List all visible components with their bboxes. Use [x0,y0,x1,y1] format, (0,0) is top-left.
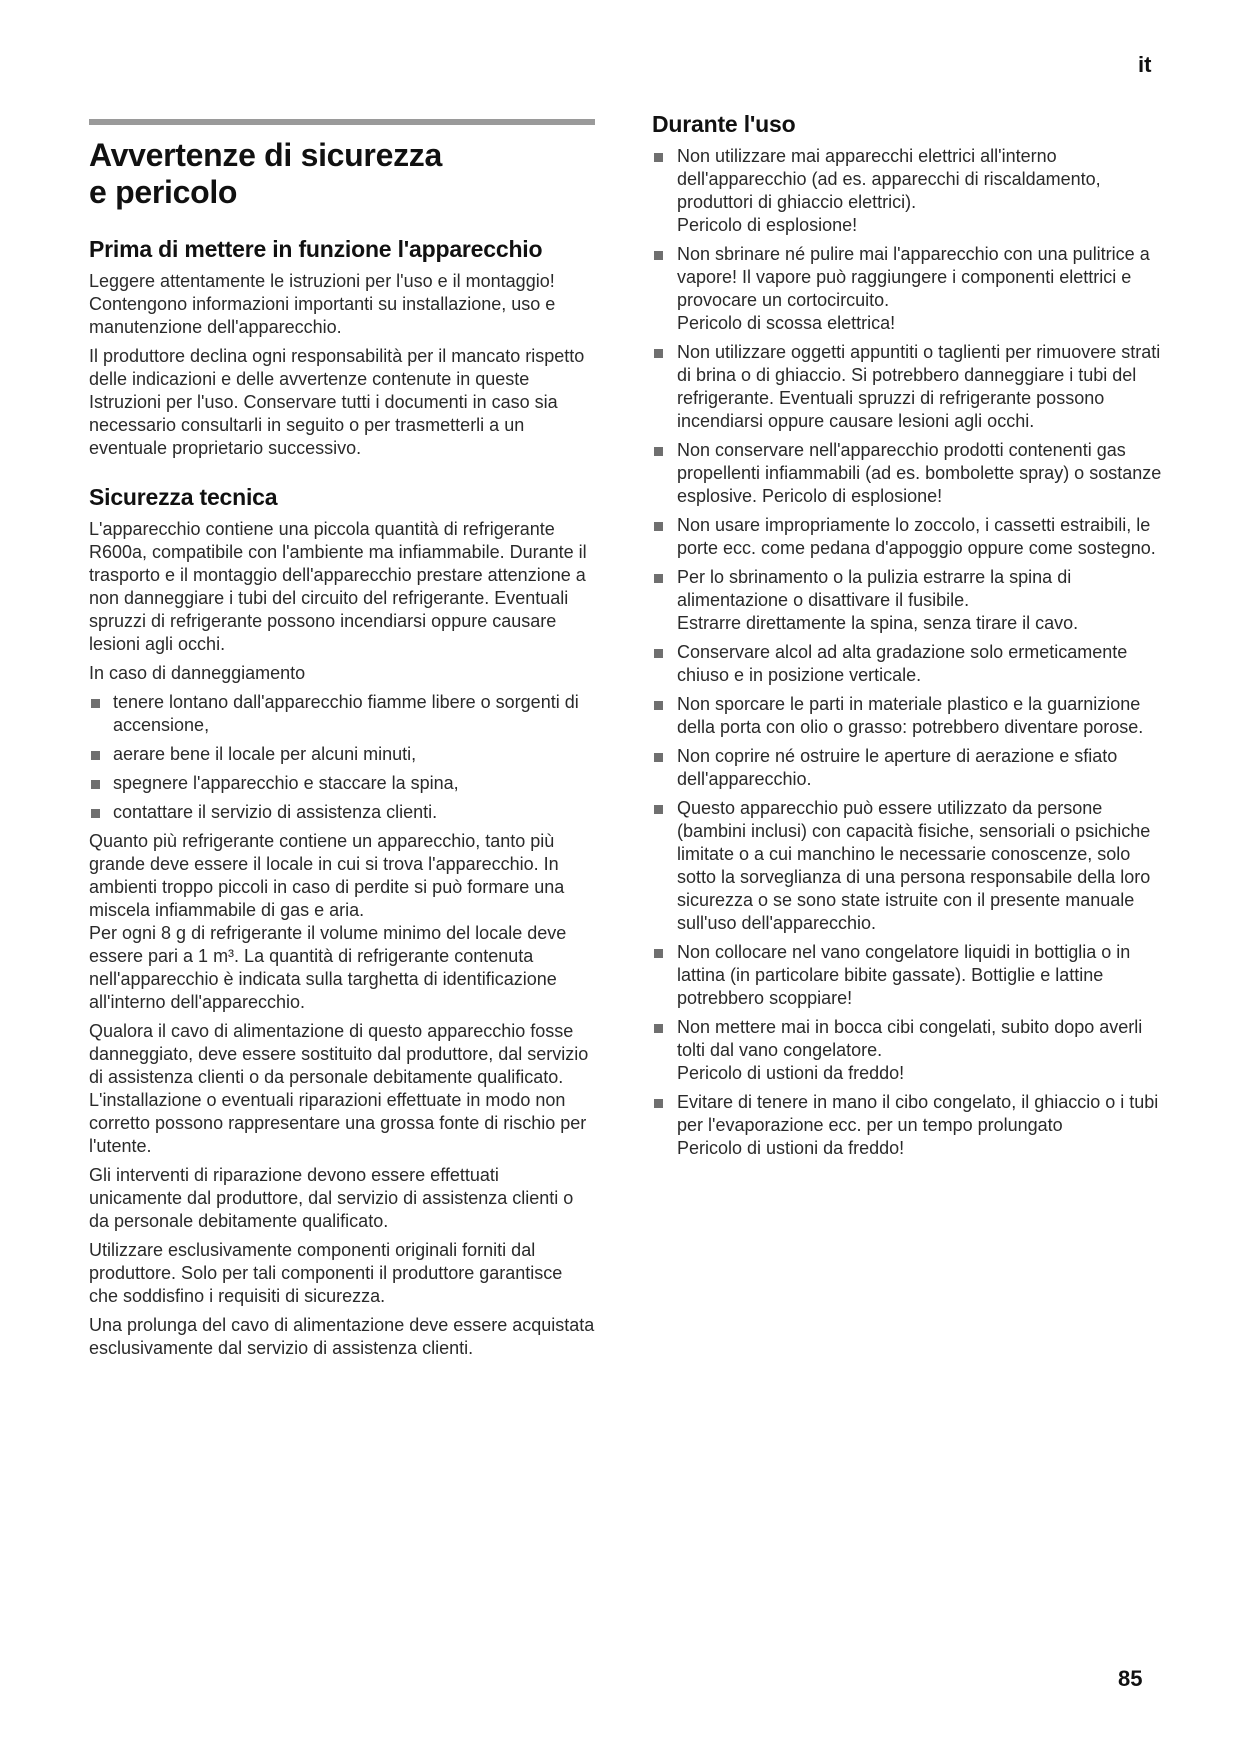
paragraph: Leggere attentamente le istruzioni per l'uso e il montaggio! Contengono informazioni importanti su installazione, uso e manutenzione dell'apparecchio. [89,271,556,337]
bullet-icon [654,753,663,762]
bullet-icon [654,574,663,583]
bullet-icon [654,701,663,710]
bullet-icon [654,805,663,814]
bullet-icon [654,251,663,260]
list-item: Non sbrinare né pulire mai l'apparecchio con una pulitrice a vapore! Il vapore può raggiungere i componenti elettrici e provocare un cortocircuito. Pericolo di scossa elettrica! [652,243,1162,335]
list-item: Per lo sbrinamento o la pulizia estrarre la spina di alimentazione o disattivare il fusibile. Estrarre direttamente la spina, senza tirare il cavo. [652,566,1162,635]
bullet-icon [654,447,663,456]
bullet-icon [654,522,663,531]
list-item: Evitare di tenere in mano il cibo congelato, il ghiaccio o i tubi per l'evaporazione ecc. per un tempo prolungato Pericolo di ustioni da freddo! [652,1091,1162,1160]
paragraph: Una prolunga del cavo di alimentazione deve essere acquistata esclusivamente dal servizio di assistenza clienti. [89,1315,595,1358]
bullet-icon [654,1099,663,1108]
damage-list [89,691,595,824]
bullet-icon [91,699,100,708]
list-item: Non collocare nel vano congelatore liquidi in bottiglia o in lattina (in particolare bibite gassate). Bottiglie e lattine potrebbero scoppiare! [652,941,1162,1010]
list-item: Non conservare nell'apparecchio prodotti contenenti gas propellenti infiammabili (ad es. bombolette spray) o sostanze esplosive. Pericolo di esplosione! [652,439,1162,508]
section-heading-prima: Prima di mettere in funzione l'apparecchio [89,236,543,262]
paragraph: Il produttore declina ogni responsabilità per il mancato rispetto delle indicazioni e delle avvertenze contenute in queste Istruzioni per l'uso. Conservare tutti i documenti in caso sia necessario consultarli in seguito o per trasmetterli a un eventuale proprietario successivo. [89,346,585,458]
bullet-icon [91,751,100,760]
list-item: Non utilizzare mai apparecchi elettrici all'interno dell'apparecchio (ad es. apparecchi di riscaldamento, produttori di ghiaccio elettrici). Pericolo di esplosione! [652,145,1162,237]
page-title-line2: e pericolo [89,174,238,210]
list-item: aerare bene il locale per alcuni minuti, [89,743,595,766]
paragraph: Utilizzare esclusivamente componenti originali forniti dal produttore. Solo per tali componenti il produttore garantisce che soddisfino i requisiti di sicurezza. [89,1240,563,1306]
bullet-icon [91,809,100,818]
language-code: it [1138,52,1152,77]
list-item: Non usare impropriamente lo zoccolo, i cassetti estraibili, le porte ecc. come pedana d'appoggio oppure come sostegno. [652,514,1162,560]
paragraph: Qualora il cavo di alimentazione di questo apparecchio fosse danneggiato, deve essere sostituito dal produttore, dal servizio di assistenza clienti o da personale debitamente qualificato. L'installazione o eventuali riparazioni effettuate in modo non corretto possono rappresentare una grossa fonte di rischio per l'utente. [89,1021,589,1156]
page-title [89,137,595,211]
list-item: Non utilizzare oggetti appuntiti o taglienti per rimuovere strati di brina o di ghiaccio. Si potrebbero danneggiare i tubi del refrigerante. Eventuali spruzzi di refrigerante possono incendiarsi oppure causare lesioni agli occhi. [652,341,1162,433]
list-item: contattare il servizio di assistenza clienti. [89,801,595,824]
list-item: Questo apparecchio può essere utilizzato da persone (bambini inclusi) con capacità fisiche, sensoriali o psichiche limitate o a cui manchino le necessarie conoscenze, solo sotto la sorveglianza di una persona responsabile della loro sicurezza o se sono state istruite con il presente manuale sull'uso dell'apparecchio. [652,797,1162,935]
paragraph: L'apparecchio contiene una piccola quantità di refrigerante R600a, compatibile con l'ambiente ma infiammabile. Durante il trasporto e il montaggio dell'apparecchio prestare attenzione a non danneggiare i tubi del circuito del refrigerante. Eventuali spruzzi di refrigerante possono incendiarsi oppure causare lesioni agli occhi. [89,519,587,654]
right-column [652,110,1162,1166]
list-item: Non mettere mai in bocca cibi congelati, subito dopo averli tolti dal vano congelatore. Pericolo di ustioni da freddo! [652,1016,1162,1085]
list-item: tenere lontano dall'apparecchio fiamme libere o sorgenti di accensione, [89,691,595,737]
section-heading-sicurezza-tecnica: Sicurezza tecnica [89,484,278,510]
page-number: 85 [1118,1666,1143,1691]
list-item: spegnere l'apparecchio e staccare la spina, [89,772,595,795]
bullet-icon [654,1024,663,1033]
left-column [89,119,595,1366]
list-item: Non coprire né ostruire le aperture di aerazione e sfiato dell'apparecchio. [652,745,1162,791]
paragraph: In caso di danneggiamento [89,663,306,683]
bullet-icon [654,153,663,162]
usage-warnings-list [652,145,1162,1160]
list-item: Non sporcare le parti in materiale plastico e la guarnizione della porta con olio o grasso: potrebbero diventare porose. [652,693,1162,739]
bullet-icon [654,349,663,358]
bullet-icon [654,949,663,958]
bullet-icon [654,649,663,658]
page-title-line1: Avvertenze di sicurezza [89,137,442,173]
bullet-icon [91,780,100,789]
section-heading-durante-uso: Durante l'uso [652,111,796,137]
title-rule [89,119,595,125]
paragraph: Gli interventi di riparazione devono essere effettuati unicamente dal produttore, dal servizio di assistenza clienti o da personale debitamente qualificato. [89,1165,574,1231]
paragraph: Quanto più refrigerante contiene un apparecchio, tanto più grande deve essere il locale in cui si trova l'apparecchio. In ambienti troppo piccoli in caso di perdite si può formare una miscela infiammabile di gas e aria. Per ogni 8 g di refrigerante il volume minimo del locale deve essere pari a 1 m³. La quantità di refrigerante contenuta nell'apparecchio è indicata sulla targhetta di identificazione all'interno dell'apparecchio. [89,831,567,1012]
list-item: Conservare alcol ad alta gradazione solo ermeticamente chiuso e in posizione verticale. [652,641,1162,687]
